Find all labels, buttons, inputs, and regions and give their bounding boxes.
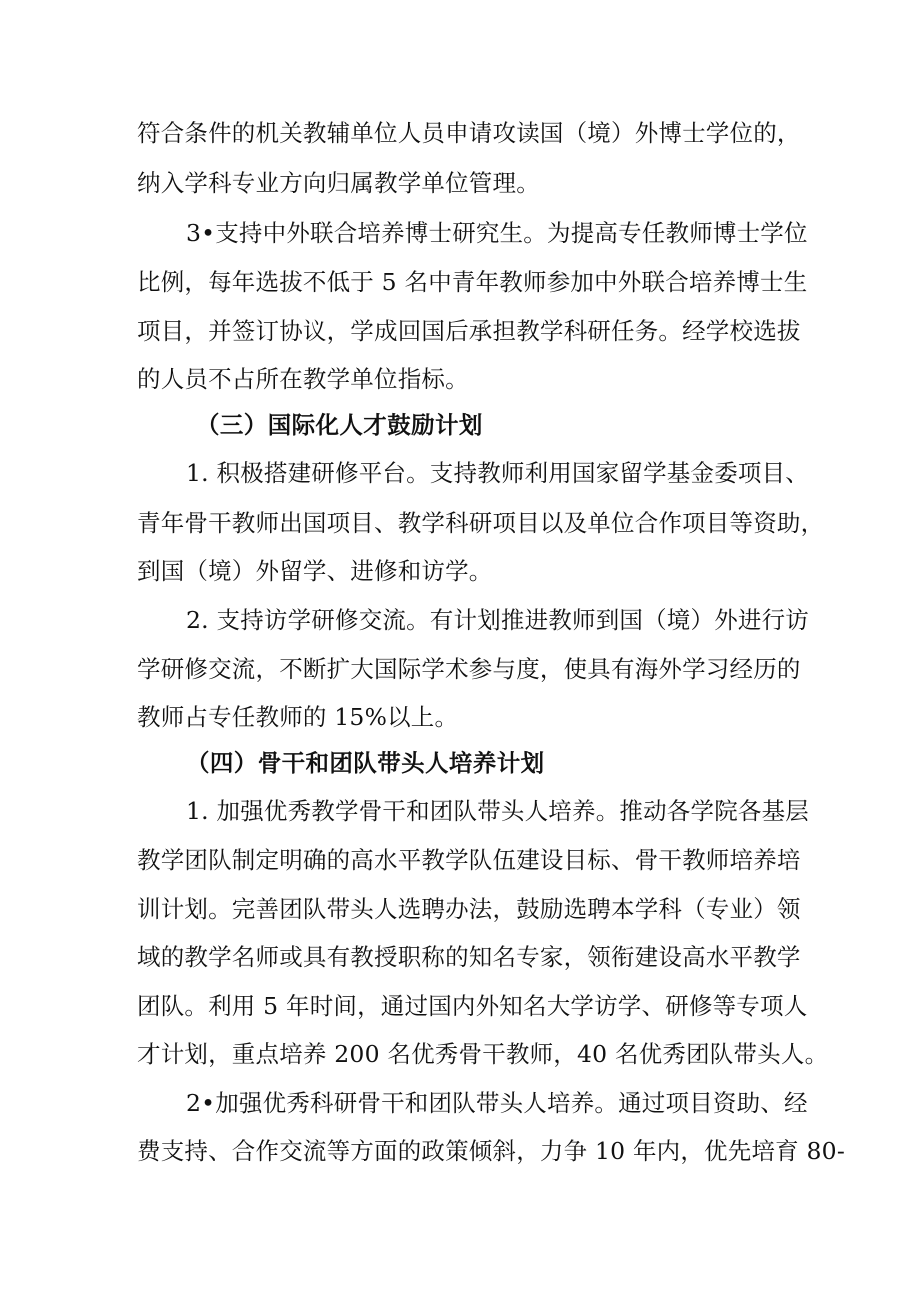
paragraph-line: 纳入学科专业方向归属教学单位管理。 [137, 169, 540, 197]
paragraph-line: 2. 支持访学研修交流。有计划推进教师到国（境）外进行访 [186, 606, 809, 634]
paragraph-line: 1. 积极搭建研修平台。支持教师利用国家留学基金委项目、 [186, 459, 809, 487]
paragraph-line: 到国（境）外留学、进修和访学。 [137, 557, 493, 585]
paragraph-line: 费支持、合作交流等方面的政策倾斜，力争 10 年内，优先培育 80- [137, 1137, 845, 1165]
section-heading-4: （四）骨干和团队带头人培养计划 [186, 749, 545, 777]
paragraph-line: 3•支持中外联合培养博士研究生。为提高专任教师博士学位 [186, 219, 808, 247]
paragraph-line: 学研修交流，不断扩大国际学术参与度，使具有海外学习经历的 [137, 655, 801, 683]
paragraph-line: 教学团队制定明确的高水平教学队伍建设目标、骨干教师培养培 [137, 846, 801, 874]
section-heading-3: （三）国际化人才鼓励计划 [196, 411, 483, 439]
paragraph-line: 符合条件的机关教辅单位人员申请攻读国（境）外博士学位的， [137, 119, 801, 147]
paragraph-line: 项目，并签订协议，学成回国后承担教学科研任务。经学校选拔 [137, 317, 801, 345]
paragraph-line: 才计划，重点培养 200 名优秀骨干教师，40 名优秀团队带头人。 [137, 1040, 829, 1068]
paragraph-line: 2•加强优秀科研骨干和团队带头人培养。通过项目资助、经 [186, 1089, 808, 1117]
paragraph-line: 青年骨干教师出国项目、教学科研项目以及单位合作项目等资助， [137, 509, 825, 537]
paragraph-line: 比例，每年选拔不低于 5 名中青年教师参加中外联合培养博士生 [137, 268, 808, 296]
paragraph-line: 1. 加强优秀教学骨干和团队带头人培养。推动各学院各基层 [186, 797, 809, 825]
paragraph-line: 团队。利用 5 年时间，通过国内外知名大学访学、研修等专项人 [137, 992, 808, 1020]
paragraph-line: 的人员不占所在教学单位指标。 [137, 365, 469, 393]
paragraph-line: 域的教学名师或具有教授职称的知名专家，领衔建设高水平教学 [137, 943, 801, 971]
paragraph-line: 教师占专任教师的 15%以上。 [137, 703, 459, 731]
paragraph-line: 训计划。完善团队带头人选聘办法，鼓励选聘本学科（专业）领 [137, 895, 801, 923]
